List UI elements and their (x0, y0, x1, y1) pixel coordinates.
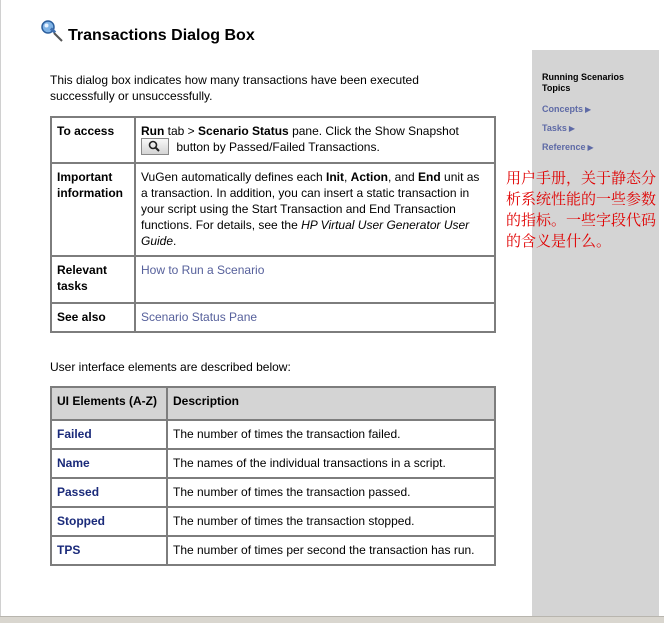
intro-text: This dialog box indicates how many transactions have been executed successfully or unsuccessfully. (50, 73, 419, 103)
value-see-also (135, 303, 495, 332)
row-see-also (51, 303, 495, 332)
pane-text: pane. Click the Show Snapshot (288, 124, 459, 138)
sidebar-link-label: Concepts (542, 104, 584, 114)
table-row (51, 478, 495, 507)
element-name: Failed (51, 420, 167, 449)
triangle-right-icon: ▶ (585, 105, 592, 114)
action-text: Action (350, 170, 389, 185)
info-table (50, 116, 496, 333)
red-annotation-text: 用户手册，关于静态分析系统性能的一些参数的指标。一些字段代码的含义是什么。 (506, 169, 657, 250)
ui-caption: User interface elements are described below: (50, 360, 291, 374)
sidebar-link-reference[interactable] (542, 142, 594, 152)
element-name: TPS (51, 536, 167, 565)
row-important (51, 163, 495, 256)
label-to-access: To access (51, 117, 135, 163)
sidebar-link-tasks[interactable] (542, 123, 575, 133)
element-description: The number of times the transaction stopped. (167, 507, 495, 536)
label-see-also: See also (51, 303, 135, 332)
row-to-access (51, 117, 495, 163)
sidebar-link-label: Tasks (542, 123, 567, 133)
triangle-right-icon: ▶ (568, 124, 576, 133)
link-how-to-run-scenario[interactable]: How to Run a Scenario (141, 263, 265, 278)
end-text: End (418, 170, 441, 185)
label-relevant-tasks: Relevant tasks (51, 256, 135, 303)
value-important (135, 163, 495, 256)
table-row (51, 449, 495, 478)
topics-sidebar (532, 50, 659, 616)
header-description: Description (167, 387, 495, 420)
init-text: Init (326, 170, 344, 185)
header-row (51, 387, 495, 420)
sidebar-link-label: Reference (542, 142, 586, 152)
element-name: Stopped (51, 507, 167, 536)
sidebar-heading: Running Scenarios Topics (542, 72, 625, 93)
element-name: Passed (51, 478, 167, 507)
text-part: , and (388, 170, 419, 185)
show-snapshot-button[interactable] (141, 138, 169, 155)
element-name: Name (51, 449, 167, 478)
value-to-access (135, 117, 495, 163)
triangle-right-icon: ▶ (587, 143, 594, 152)
text-part: . (173, 234, 177, 249)
element-description: The names of the individual transactions in a script. (167, 449, 495, 478)
row-relevant-tasks (51, 256, 495, 303)
ui-elements-table (50, 386, 496, 566)
label-important: Important information (51, 163, 135, 256)
guide-title: HP Virtual User Generator User Guide (141, 218, 470, 249)
value-relevant-tasks (135, 256, 495, 303)
text-part: , (344, 170, 351, 185)
tab-sep-text: tab > (164, 124, 199, 138)
element-description: The number of times the transaction failed. (167, 420, 495, 449)
after-button-text: button by Passed/Failed Transactions. (176, 140, 380, 154)
table-row (51, 536, 495, 565)
table-row (51, 420, 495, 449)
text-part: unit as a transaction. In addition, you can insert a static transaction in your script using the Start Transaction and End Transaction functions. For details, see the (141, 170, 480, 233)
page-title: Transactions Dialog Box (68, 27, 255, 44)
element-description: The number of times per second the transaction has run. (167, 536, 495, 565)
table-row (51, 507, 495, 536)
scenario-status-text: Scenario Status (198, 124, 289, 138)
magnifier-icon (142, 139, 168, 154)
text-part: VuGen automatically defines each (141, 170, 326, 185)
header-ui-elements: UI Elements (A-Z) (51, 387, 167, 420)
link-scenario-status-pane[interactable]: Scenario Status Pane (141, 310, 258, 325)
element-description: The number of times the transaction passed. (167, 478, 495, 507)
pushpin-icon (39, 18, 65, 44)
sidebar-link-concepts[interactable] (542, 104, 591, 114)
run-text: Run (141, 124, 165, 138)
